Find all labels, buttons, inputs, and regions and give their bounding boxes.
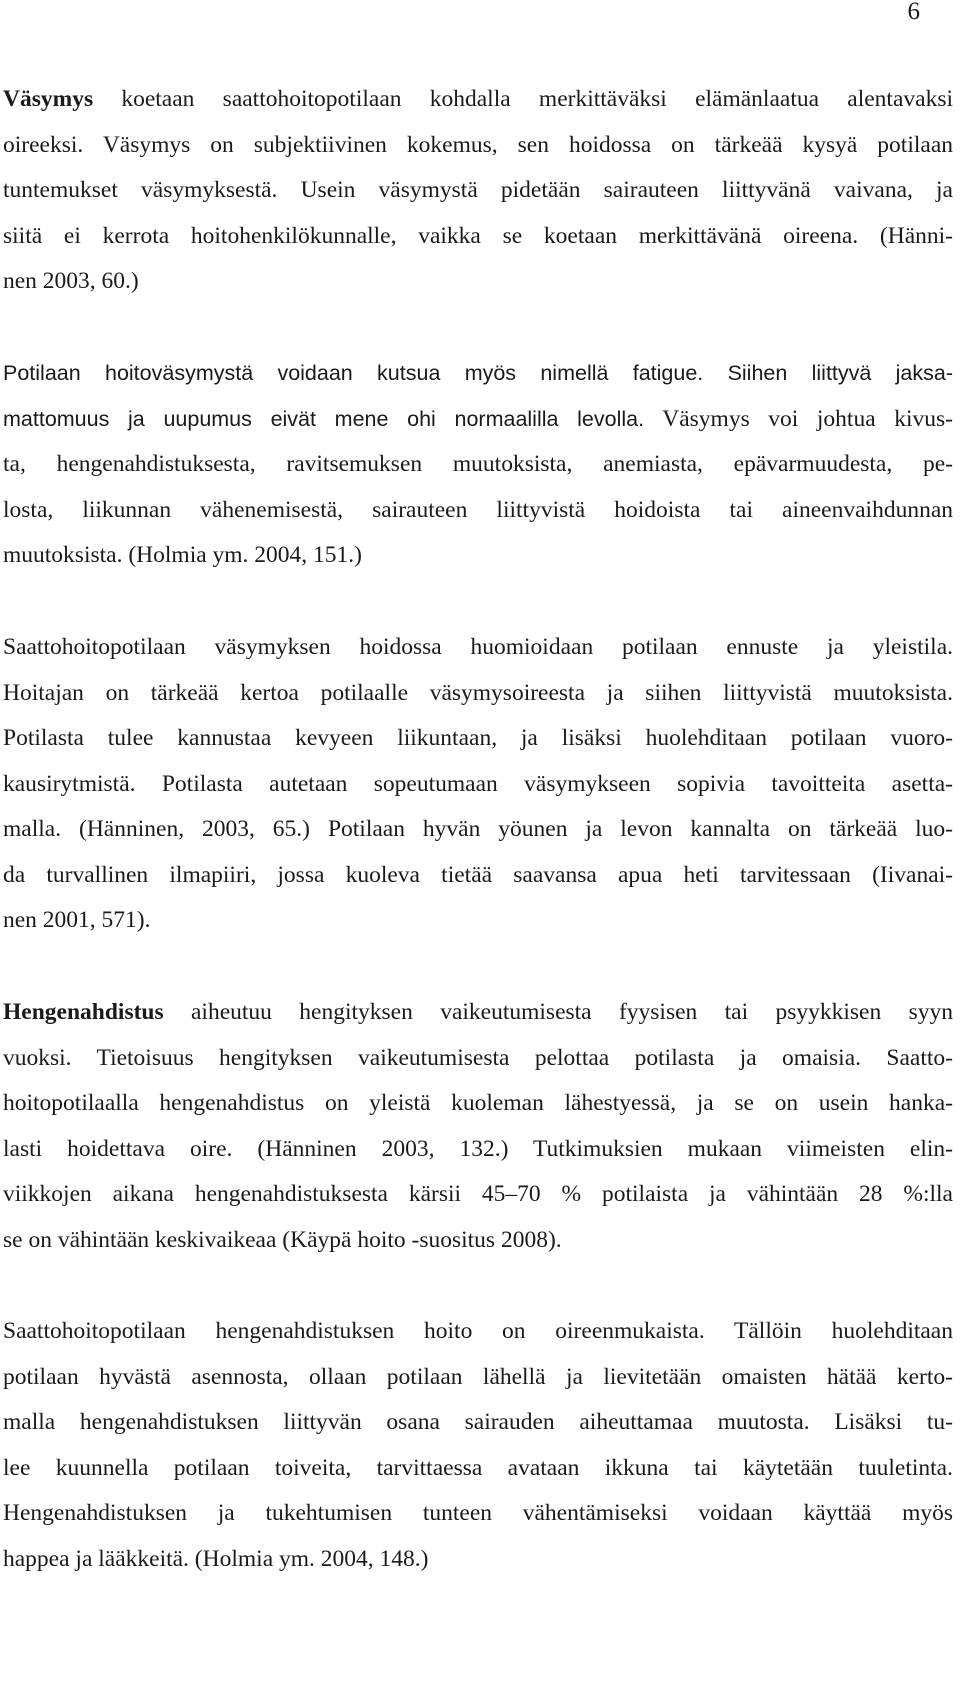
paragraph-fatigue-intro [3,77,953,305]
text-line: Väsymys koetaan saattohoitopotilaan kohdalla merkittäväksi elämänlaatua alentavaksi [3,86,953,112]
text-line: Potilasta tulee kannustaa kevyeen liikuntaan, ja lisäksi huolehditaan potilaan vuoro- [3,725,953,751]
text-line: oireeksi. Väsymys on subjektiivinen kokemus, sen hoidossa on tärkeää kysyä potilaan [3,131,953,158]
text-line: losta, liikunnan vähenemisestä, sairauteen liittyvistä hoidoista tai aineenvaihdunnan [3,496,953,523]
text-line: Potilaan hoitoväsymystä voidaan kutsua myös nimellä fatigue. Siihen liittyvä jaksa- [3,361,953,385]
term-hengenahdistus: Hengenahdistus [3,999,164,1025]
text-line: lee kuunnella potilaan toiveita, tarvittaessa avataan ikkuna tai käytetään tuuletinta. [3,1454,953,1481]
paragraph-fatigue-care [3,625,953,944]
text-line: Saattohoitopotilaan väsymyksen hoidossa huomioidaan potilaan ennuste ja yleistila. [3,634,953,660]
text-line: Hengenahdistuksen ja tukehtumisen tunteen vähentämiseksi voidaan käyttää myös [3,1500,953,1526]
paragraph-dyspnea-care [3,1309,953,1582]
text-line: Hengenahdistus aiheutuu hengityksen vaikeutumisesta fyysisen tai psyykkisen syyn [3,999,953,1025]
text-line: hoitopotilaalla hengenahdistus on yleistä kuoleman lähestyessä, ja se on usein hanka- [3,1090,953,1116]
text-line: lasti hoidettava oire. (Hänninen 2003, 132.) Tutkimuksien mukaan viimeisten elin- [3,1135,953,1162]
text-line: da turvallinen ilmapiiri, jossa kuoleva tietää saavansa apua heti tarvitessaan (Iivanai- [3,861,953,888]
page-number: 6 [907,0,920,25]
text-line: Hoitajan on tärkeää kertoa potilaalle väsymysoireesta ja siihen liittyvistä muutoksista. [3,679,953,706]
text-line: vuoksi. Tietoisuus hengityksen vaikeutumisesta pelottaa potilasta ja omaisia. Saatto- [3,1044,953,1071]
text-line: viikkojen aikana hengenahdistuksesta kärsii 45–70 % potilaista ja vähintään 28 %:lla [3,1181,953,1207]
text-line: siitä ei kerrota hoitohenkilökunnalle, vaikka se koetaan merkittävänä oireena. (Hänni- [3,222,953,249]
paragraph-fatigue-causes [3,351,953,579]
paragraph-dyspnea-intro [3,990,953,1263]
text-line: nen 2001, 571). [3,907,151,933]
text-line: happea ja lääkkeitä. (Holmia ym. 2004, 148.) [3,1545,429,1572]
text-line: ta, hengenahdistuksesta, ravitsemuksen muutoksista, anemiasta, epävarmuudesta, pe- [3,451,953,477]
text-line: tuntemukset väsymyksestä. Usein väsymystä pidetään sairauteen liittyvänä vaivana, ja [3,177,953,203]
text-line: mattomuus ja uupumus eivät mene ohi normaalilla levolla. Väsymys voi johtua kivus- [3,405,953,432]
text-line: kausirytmistä. Potilasta autetaan sopeutumaan väsymykseen sopivia tavoitteita asetta- [3,770,953,797]
text-line: nen 2003, 60.) [3,268,139,294]
text-line: muutoksista. (Holmia ym. 2004, 151.) [3,542,363,568]
text-line: potilaan hyvästä asennosta, ollaan potilaan lähellä ja lievitetään omaisten hätää kerto- [3,1363,953,1390]
text-line: malla hengenahdistuksen liittyvän osana sairauden aiheuttamaa muutosta. Lisäksi tu- [3,1409,953,1435]
text-line: malla. (Hänninen, 2003, 65.) Potilaan hyvän yöunen ja levon kannalta on tärkeää luo- [3,816,953,842]
term-vasymys: Väsymys [3,86,94,112]
text-line: Saattohoitopotilaan hengenahdistuksen hoito on oireenmukaista. Tällöin huolehditaan [3,1318,953,1344]
text-line: se on vähintään keskivaikeaa (Käypä hoito -suositus 2008). [3,1226,562,1253]
